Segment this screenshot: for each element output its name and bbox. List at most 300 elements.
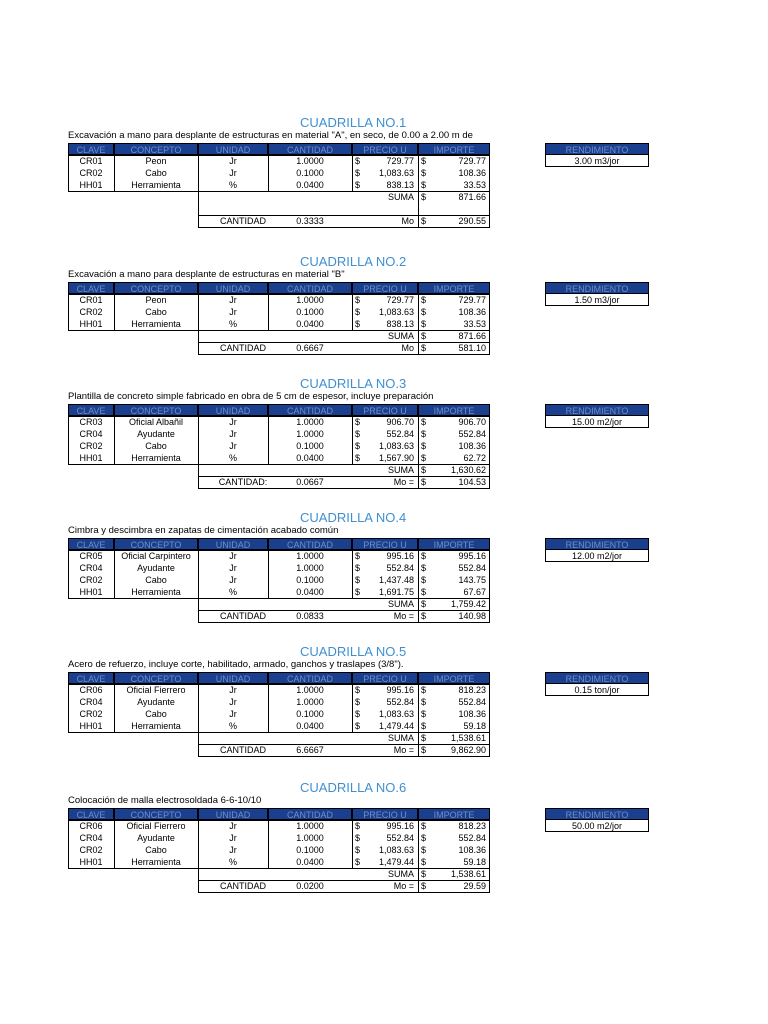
table-cell-clave: HH01 (79, 319, 103, 329)
suma-value: 871.66 (458, 331, 486, 341)
dollar-sign: $ (355, 575, 361, 585)
table-cell-unidad: Jr (229, 821, 237, 831)
table-cell-concepto: Herramienta (131, 721, 181, 731)
mo-value: 104.53 (458, 477, 486, 487)
mo-label: Mo = (393, 881, 414, 891)
table-cell-concepto: Oficial Fierrero (126, 685, 186, 695)
column-header-importe: IMPORTE (418, 143, 490, 155)
table-cell-precio: 995.16 (386, 821, 414, 831)
dollar-sign: $ (421, 857, 427, 867)
dollar-sign: $ (421, 331, 427, 341)
column-divider (114, 294, 115, 330)
column-header-concepto: CONCEPTO (114, 143, 198, 155)
column-header-unidad: UNIDAD (198, 143, 268, 155)
section-description: Excavación a mano para desplante de estructuras en material "B" (68, 269, 345, 280)
column-header-precio: PRECIO U (352, 404, 418, 416)
column-divider (268, 155, 269, 191)
table-cell-importe: 995.16 (458, 551, 486, 561)
table-cell-cantidad: 0.1000 (296, 709, 324, 719)
dollar-sign: $ (421, 319, 427, 329)
table-cell-precio: 1,083.63 (378, 845, 414, 855)
column-header-precio: PRECIO U (352, 282, 418, 294)
table-cell-concepto: Herramienta (131, 587, 181, 597)
table-cell-importe: 108.36 (458, 845, 486, 855)
dollar-sign: $ (355, 587, 361, 597)
table-frame (68, 820, 490, 869)
table-cell-unidad: Jr (229, 697, 237, 707)
table-cell-precio: 1,083.63 (378, 441, 414, 451)
column-header-cantidad: CANTIDAD (268, 404, 352, 416)
table-cell-precio: 995.16 (386, 685, 414, 695)
table-cell-concepto: Herramienta (131, 857, 181, 867)
table-frame (68, 155, 490, 192)
dollar-sign: $ (421, 733, 427, 743)
dollar-sign: $ (355, 307, 361, 317)
dollar-sign: $ (355, 821, 361, 831)
dollar-sign: $ (355, 845, 361, 855)
column-header-importe: IMPORTE (418, 538, 490, 550)
cantidad-label: CANTIDAD (219, 216, 266, 226)
table-cell-clave: CR02 (79, 845, 103, 855)
table-cell-cantidad: 0.1000 (296, 845, 324, 855)
table-cell-precio: 995.16 (386, 551, 414, 561)
column-header-importe: IMPORTE (418, 672, 490, 684)
dollar-sign: $ (421, 192, 427, 202)
column-divider (418, 684, 419, 732)
dollar-sign: $ (355, 156, 361, 166)
column-header-importe: IMPORTE (418, 404, 490, 416)
dollar-sign: $ (421, 453, 427, 463)
table-cell-unidad: Jr (229, 575, 237, 585)
table-cell-importe: 33.53 (463, 319, 486, 329)
table-cell-clave: CR04 (79, 563, 103, 573)
cantidad-label: CANTIDAD (219, 745, 266, 755)
cuadrilla-section (0, 115, 768, 245)
column-divider (418, 550, 419, 598)
dollar-sign: $ (421, 216, 427, 226)
table-cell-importe: 59.18 (463, 721, 486, 731)
dollar-sign: $ (355, 833, 361, 843)
column-divider (268, 416, 269, 464)
column-header-unidad: UNIDAD (198, 538, 268, 550)
table-cell-precio: 1,567.90 (378, 453, 414, 463)
column-header-unidad: UNIDAD (198, 404, 268, 416)
table-cell-precio: 1,479.44 (378, 721, 414, 731)
table-cell-concepto: Herramienta (131, 180, 181, 190)
table-cell-cantidad: 0.1000 (296, 441, 324, 451)
suma-label: SUMA (387, 331, 414, 341)
table-cell-unidad: % (228, 587, 237, 597)
table-cell-cantidad: 0.0400 (296, 319, 324, 329)
table-cell-unidad: Jr (229, 307, 237, 317)
table-frame (68, 416, 490, 465)
table-cell-concepto: Peon (145, 295, 167, 305)
column-divider (352, 684, 353, 732)
column-divider (198, 820, 199, 868)
cantidad-label: CANTIDAD (219, 881, 266, 891)
table-cell-unidad: Jr (229, 845, 237, 855)
column-header-unidad: UNIDAD (198, 808, 268, 820)
suma-label: SUMA (387, 733, 414, 743)
dollar-sign: $ (421, 307, 427, 317)
section-description: Cimbra y descimbra en zapatas de cimentación acabado común (68, 525, 339, 536)
table-cell-concepto: Cabo (145, 307, 167, 317)
cantidad-label: CANTIDAD (219, 343, 266, 353)
column-header-importe: IMPORTE (418, 808, 490, 820)
table-cell-cantidad: 1.0000 (296, 833, 324, 843)
table-cell-unidad: Jr (229, 168, 237, 178)
cantidad-value: 0.3333 (296, 216, 324, 226)
dollar-sign: $ (421, 168, 427, 178)
cuadrilla-section (0, 644, 768, 774)
table-cell-precio: 838.13 (386, 319, 414, 329)
section-title: CUADRILLA NO.5 (300, 644, 407, 659)
dollar-sign: $ (421, 869, 427, 879)
table-cell-unidad: Jr (229, 156, 237, 166)
table-cell-clave: CR01 (79, 295, 103, 305)
dollar-sign: $ (355, 319, 361, 329)
column-header-cantidad: CANTIDAD (268, 808, 352, 820)
suma-value: 1,630.62 (450, 465, 486, 475)
table-cell-importe: 552.84 (458, 429, 486, 439)
dollar-sign: $ (421, 465, 427, 475)
dollar-sign: $ (355, 453, 361, 463)
table-cell-clave: CR06 (79, 685, 103, 695)
table-cell-cantidad: 0.1000 (296, 575, 324, 585)
dollar-sign: $ (421, 575, 427, 585)
column-divider (114, 820, 115, 868)
section-description: Plantilla de concreto simple fabricado en obra de 5 cm de espesor, incluye preparación (68, 391, 434, 402)
table-cell-concepto: Ayudante (137, 833, 175, 843)
table-cell-clave: CR02 (79, 575, 103, 585)
table-cell-clave: CR02 (79, 441, 103, 451)
table-cell-importe: 108.36 (458, 307, 486, 317)
dollar-sign: $ (421, 563, 427, 573)
rendimiento-value: 0.15 ton/jor (545, 684, 649, 696)
mo-label: Mo = (393, 745, 414, 755)
table-cell-importe: 818.23 (458, 821, 486, 831)
rendimiento-value: 15.00 m2/jor (545, 416, 649, 428)
table-cell-clave: HH01 (79, 857, 103, 867)
table-cell-unidad: Jr (229, 441, 237, 451)
dollar-sign: $ (421, 821, 427, 831)
mo-value: 140.98 (458, 611, 486, 621)
dollar-sign: $ (355, 417, 361, 427)
table-cell-cantidad: 1.0000 (296, 417, 324, 427)
column-header-unidad: UNIDAD (198, 672, 268, 684)
table-cell-concepto: Herramienta (131, 319, 181, 329)
column-divider (418, 294, 419, 330)
column-header-clave: CLAVE (68, 282, 114, 294)
column-divider (198, 294, 199, 330)
table-cell-precio: 552.84 (386, 563, 414, 573)
table-cell-clave: CR04 (79, 833, 103, 843)
column-divider (114, 550, 115, 598)
table-cell-cantidad: 1.0000 (296, 685, 324, 695)
column-divider (352, 416, 353, 464)
mo-value: 290.55 (458, 216, 486, 226)
table-frame (68, 294, 490, 331)
column-divider (352, 550, 353, 598)
table-cell-clave: CR04 (79, 429, 103, 439)
table-cell-importe: 906.70 (458, 417, 486, 427)
cantidad-value: 0.0667 (296, 477, 324, 487)
table-cell-importe: 62.72 (463, 453, 486, 463)
table-cell-cantidad: 1.0000 (296, 429, 324, 439)
section-title: CUADRILLA NO.6 (300, 780, 407, 795)
column-header-concepto: CONCEPTO (114, 282, 198, 294)
table-cell-clave: HH01 (79, 587, 103, 597)
suma-label: SUMA (387, 465, 414, 475)
dollar-sign: $ (355, 697, 361, 707)
dollar-sign: $ (421, 881, 427, 891)
dollar-sign: $ (355, 709, 361, 719)
dollar-sign: $ (421, 429, 427, 439)
section-title: CUADRILLA NO.2 (300, 254, 407, 269)
column-divider (114, 684, 115, 732)
table-cell-unidad: Jr (229, 295, 237, 305)
cantidad-label: CANTIDAD (219, 611, 266, 621)
table-cell-concepto: Cabo (145, 575, 167, 585)
column-header-clave: CLAVE (68, 808, 114, 820)
column-header-clave: CLAVE (68, 672, 114, 684)
table-cell-unidad: % (228, 721, 237, 731)
rendimiento-value: 3.00 m3/jor (545, 155, 649, 167)
mo-value: 9,862.90 (450, 745, 486, 755)
table-cell-clave: HH01 (79, 180, 103, 190)
column-divider (268, 550, 269, 598)
table-cell-cantidad: 1.0000 (296, 697, 324, 707)
table-cell-concepto: Herramienta (131, 453, 181, 463)
column-header-concepto: CONCEPTO (114, 404, 198, 416)
table-cell-precio: 838.13 (386, 180, 414, 190)
column-header-precio: PRECIO U (352, 538, 418, 550)
table-cell-concepto: Ayudante (137, 563, 175, 573)
dollar-sign: $ (355, 168, 361, 178)
table-cell-clave: HH01 (79, 721, 103, 731)
table-cell-precio: 906.70 (386, 417, 414, 427)
column-divider (268, 820, 269, 868)
column-divider (352, 820, 353, 868)
table-cell-precio: 552.84 (386, 833, 414, 843)
table-cell-concepto: Cabo (145, 168, 167, 178)
table-cell-importe: 552.84 (458, 833, 486, 843)
column-divider (352, 155, 353, 191)
table-cell-importe: 552.84 (458, 697, 486, 707)
table-cell-concepto: Cabo (145, 845, 167, 855)
mo-label: Mo (401, 343, 414, 353)
column-header-cantidad: CANTIDAD (268, 143, 352, 155)
table-cell-clave: CR02 (79, 307, 103, 317)
table-cell-precio: 1,691.75 (378, 587, 414, 597)
dollar-sign: $ (355, 441, 361, 451)
table-cell-precio: 1,437.48 (378, 575, 414, 585)
dollar-sign: $ (421, 611, 427, 621)
table-cell-unidad: Jr (229, 563, 237, 573)
table-frame (68, 684, 490, 733)
table-cell-importe: 818.23 (458, 685, 486, 695)
dollar-sign: $ (355, 295, 361, 305)
table-cell-unidad: Jr (229, 685, 237, 695)
column-divider (114, 155, 115, 191)
table-cell-concepto: Ayudante (137, 429, 175, 439)
table-cell-cantidad: 0.1000 (296, 168, 324, 178)
table-cell-cantidad: 1.0000 (296, 821, 324, 831)
table-cell-importe: 729.77 (458, 156, 486, 166)
dollar-sign: $ (421, 709, 427, 719)
column-header-clave: CLAVE (68, 538, 114, 550)
column-header-importe: IMPORTE (418, 282, 490, 294)
cuadrilla-section (0, 510, 768, 640)
dollar-sign: $ (421, 599, 427, 609)
column-header-concepto: CONCEPTO (114, 538, 198, 550)
table-cell-clave: HH01 (79, 453, 103, 463)
column-divider (198, 550, 199, 598)
table-cell-importe: 108.36 (458, 441, 486, 451)
column-header-clave: CLAVE (68, 143, 114, 155)
table-cell-precio: 552.84 (386, 697, 414, 707)
table-cell-cantidad: 0.0400 (296, 453, 324, 463)
dollar-sign: $ (421, 697, 427, 707)
table-cell-importe: 33.53 (463, 180, 486, 190)
mo-label: Mo = (393, 477, 414, 487)
table-cell-precio: 552.84 (386, 429, 414, 439)
suma-label: SUMA (387, 192, 414, 202)
column-divider (268, 684, 269, 732)
table-cell-unidad: Jr (229, 833, 237, 843)
cantidad-label: CANTIDAD: (218, 477, 268, 487)
section-title: CUADRILLA NO.1 (300, 115, 407, 130)
dollar-sign: $ (421, 551, 427, 561)
rendimiento-header: RENDIMIENTO (545, 672, 649, 684)
table-cell-precio: 729.77 (386, 295, 414, 305)
column-divider (198, 155, 199, 191)
table-cell-cantidad: 1.0000 (296, 295, 324, 305)
cantidad-value: 0.0833 (296, 611, 324, 621)
mo-label: Mo = (393, 611, 414, 621)
table-cell-cantidad: 0.0400 (296, 587, 324, 597)
column-divider (352, 294, 353, 330)
table-cell-cantidad: 1.0000 (296, 156, 324, 166)
cuadrilla-section (0, 780, 768, 910)
column-divider (418, 416, 419, 464)
table-cell-clave: CR02 (79, 709, 103, 719)
table-cell-clave: CR05 (79, 551, 103, 561)
column-divider (418, 155, 419, 191)
table-cell-cantidad: 0.0400 (296, 721, 324, 731)
cantidad-value: 0.6667 (296, 343, 324, 353)
rendimiento-header: RENDIMIENTO (545, 538, 649, 550)
rendimiento-header: RENDIMIENTO (545, 808, 649, 820)
dollar-sign: $ (421, 156, 427, 166)
column-header-precio: PRECIO U (352, 672, 418, 684)
dollar-sign: $ (355, 563, 361, 573)
dollar-sign: $ (421, 685, 427, 695)
dollar-sign: $ (355, 857, 361, 867)
rendimiento-value: 1.50 m3/jor (545, 294, 649, 306)
dollar-sign: $ (421, 721, 427, 731)
table-cell-unidad: % (228, 180, 237, 190)
table-cell-concepto: Cabo (145, 709, 167, 719)
table-cell-precio: 1,083.63 (378, 168, 414, 178)
rendimiento-value: 50.00 m2/jor (545, 820, 649, 832)
cuadrilla-section (0, 254, 768, 384)
column-header-unidad: UNIDAD (198, 282, 268, 294)
table-cell-clave: CR01 (79, 156, 103, 166)
table-cell-unidad: Jr (229, 709, 237, 719)
table-cell-clave: CR04 (79, 697, 103, 707)
table-cell-cantidad: 1.0000 (296, 563, 324, 573)
mo-label: Mo (401, 216, 414, 226)
cantidad-value: 0.0200 (296, 881, 324, 891)
section-title: CUADRILLA NO.3 (300, 376, 407, 391)
table-cell-unidad: % (228, 319, 237, 329)
table-cell-clave: CR02 (79, 168, 103, 178)
table-cell-precio: 1,083.63 (378, 709, 414, 719)
rendimiento-header: RENDIMIENTO (545, 404, 649, 416)
suma-label: SUMA (387, 869, 414, 879)
table-cell-clave: CR06 (79, 821, 103, 831)
column-divider (198, 684, 199, 732)
table-cell-unidad: % (228, 857, 237, 867)
table-cell-unidad: Jr (229, 429, 237, 439)
table-frame (68, 550, 490, 599)
dollar-sign: $ (421, 833, 427, 843)
table-cell-precio: 1,479.44 (378, 857, 414, 867)
rendimiento-header: RENDIMIENTO (545, 282, 649, 294)
table-cell-concepto: Oficial Fierrero (126, 821, 186, 831)
rendimiento-header: RENDIMIENTO (545, 143, 649, 155)
mo-value: 581.10 (458, 343, 486, 353)
table-cell-clave: CR03 (79, 417, 103, 427)
table-cell-importe: 67.67 (463, 587, 486, 597)
dollar-sign: $ (355, 429, 361, 439)
table-cell-unidad: Jr (229, 417, 237, 427)
dollar-sign: $ (421, 477, 427, 487)
section-description: Excavación a mano para desplante de estructuras en material "A", en seco, de 0.00 a 2.00 m de (68, 130, 473, 141)
column-header-precio: PRECIO U (352, 808, 418, 820)
column-header-precio: PRECIO U (352, 143, 418, 155)
suma-value: 1,538.61 (450, 869, 486, 879)
dollar-sign: $ (421, 180, 427, 190)
rendimiento-value: 12.00 m2/jor (545, 550, 649, 562)
column-header-concepto: CONCEPTO (114, 808, 198, 820)
table-cell-importe: 108.36 (458, 168, 486, 178)
table-cell-concepto: Cabo (145, 441, 167, 451)
section-description: Colocación de malla electrosoldada 6-6-10/10 (68, 795, 262, 806)
dollar-sign: $ (355, 685, 361, 695)
table-cell-concepto: Oficial Carpintero (121, 551, 191, 561)
dollar-sign: $ (421, 587, 427, 597)
column-header-cantidad: CANTIDAD (268, 672, 352, 684)
dollar-sign: $ (421, 441, 427, 451)
table-cell-unidad: % (228, 453, 237, 463)
dollar-sign: $ (421, 745, 427, 755)
table-cell-concepto: Ayudante (137, 697, 175, 707)
column-divider (418, 820, 419, 868)
table-cell-cantidad: 0.0400 (296, 857, 324, 867)
cantidad-value: 6.6667 (296, 745, 324, 755)
section-description: Acero de refuerzo, incluye corte, habilitado, armado, ganchos y traslapes (3/8"). (68, 659, 404, 670)
table-cell-importe: 108.36 (458, 709, 486, 719)
table-cell-importe: 59.18 (463, 857, 486, 867)
table-cell-precio: 729.77 (386, 156, 414, 166)
mo-value: 29.59 (463, 881, 486, 891)
dollar-sign: $ (355, 551, 361, 561)
column-header-clave: CLAVE (68, 404, 114, 416)
table-cell-importe: 143.75 (458, 575, 486, 585)
dollar-sign: $ (421, 343, 427, 353)
